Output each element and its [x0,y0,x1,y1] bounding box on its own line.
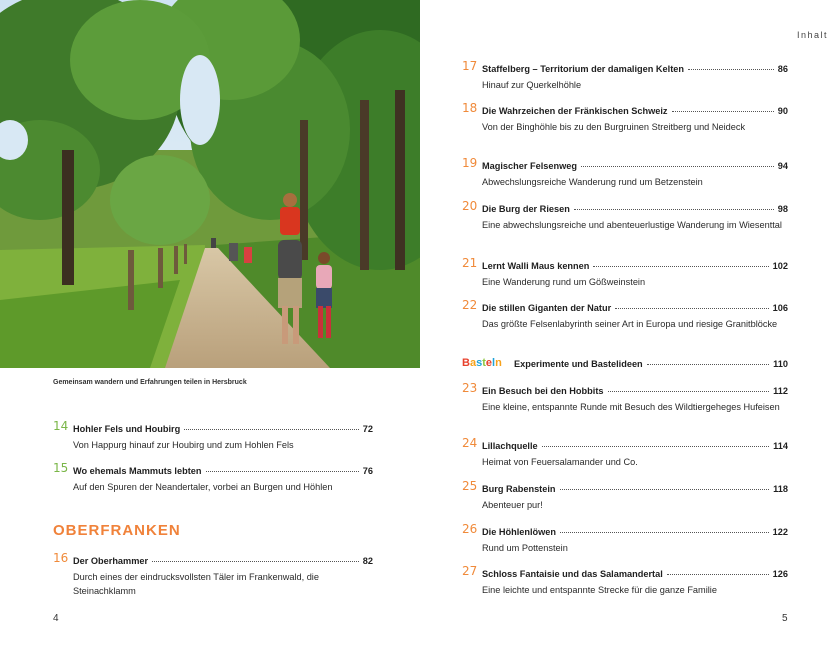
toc-number: 20 [462,199,478,213]
basteln-letter: l [492,357,496,369]
toc-subtitle: Eine leichte und entspannte Strecke für die ganze Familie [482,585,717,595]
toc-entry-25[interactable] [462,479,788,513]
toc-number: 19 [462,156,478,170]
toc-entry-23[interactable] [462,381,788,415]
toc-page: 94 [777,161,788,171]
toc-page: 110 [773,359,788,369]
dot-leader [647,364,770,365]
basteln-letter: a [469,357,477,369]
toc-title: Ein Besuch bei den Hobbits [482,386,604,396]
toc-page: 90 [777,106,788,116]
toc-page: 72 [362,424,373,434]
toc-subtitle: Von Happurg hinauf zur Houbirg und zum Hohlen Fels [73,440,294,450]
dot-leader [574,209,774,210]
toc-number: 27 [462,564,478,578]
basteln-letter: t [482,357,486,369]
toc-number: 22 [462,298,478,312]
toc-title: Burg Rabenstein [482,484,556,494]
toc-number: 21 [462,256,478,270]
running-header: Inhalt [796,30,828,40]
toc-page: 122 [772,527,788,537]
basteln-letter: s [476,357,483,369]
page-number-right: 5 [782,613,788,624]
toc-title: Die Höhlenlöwen [482,527,557,537]
toc-title: Die Burg der Riesen [482,204,570,214]
toc-number: 15 [53,461,69,475]
dot-leader [672,111,774,112]
dot-leader [184,429,359,430]
dot-leader [581,166,774,167]
toc-subtitle: Abwechslungsreiche Wanderung rund um Betzenstein [482,177,703,187]
toc-subtitle: Eine Wanderung rund um Gößweinstein [482,277,646,287]
toc-page: 82 [362,556,373,566]
toc-title: Die Wahrzeichen der Fränkischen Schweiz [482,106,668,116]
toc-subtitle: Eine abwechslungsreiche und abenteuerlustige Wanderung im Wiesenttal [482,220,782,230]
photo-caption: Gemeinsam wandern und Erfahrungen teilen in Hersbruck [53,379,247,386]
toc-subtitle: Auf den Spuren der Neandertaler, vorbei an Burgen und Höhlen [73,482,333,492]
toc-subtitle: Hinauf zur Querkelhöhle [482,80,582,90]
toc-subtitle: Rund um Pottenstein [482,543,568,553]
basteln-letter: n [495,357,502,369]
toc-page: 102 [772,261,788,271]
basteln-label [462,357,502,370]
toc-page: 106 [772,303,788,313]
toc-subtitle: Durch eines der eindrucksvollsten Täler im Frankenwald, die Steinachklamm [73,572,319,596]
toc-entry-14[interactable] [53,419,373,453]
toc-subtitle: Das größte Felsenlabyrinth seiner Art in Europa und riesige Granitblöcke [482,319,778,329]
toc-number: 16 [53,551,69,565]
dot-leader [608,391,770,392]
page-number-left: 4 [53,613,59,624]
dot-leader [560,489,770,490]
toc-page: 86 [777,64,788,74]
toc-page: 76 [362,466,373,476]
toc-number: 23 [462,381,478,395]
toc-page: 118 [773,484,788,494]
toc-number: 26 [462,522,478,536]
toc-entry-24[interactable] [462,436,788,470]
toc-subtitle: Von der Binghöhle bis zu den Burgruinen Streitberg und Neideck [482,122,746,132]
toc-subtitle: Abenteuer pur! [482,500,543,510]
toc-entry-basteln[interactable] [462,358,788,371]
toc-subtitle: Heimat von Feuersalamander und Co. [482,457,638,467]
toc-number: 18 [462,101,478,115]
dot-leader [593,266,768,267]
toc-entry-16[interactable] [53,551,373,598]
toc-page: 114 [773,441,788,451]
right-page [420,0,840,648]
dot-leader [667,574,769,575]
toc-entry-21[interactable] [462,256,788,290]
dot-leader [542,446,770,447]
dot-leader [615,308,768,309]
section-heading-oberfranken: OBERFRANKEN [53,522,181,539]
toc-page: 112 [773,386,788,396]
dot-leader [206,471,359,472]
basteln-letter: e [485,357,492,369]
dot-leader [688,69,774,70]
basteln-letter: B [462,357,470,369]
dot-leader [152,561,359,562]
toc-title: Schloss Fantaisie und das Salamandertal [482,569,663,579]
toc-number: 17 [462,59,478,73]
toc-entry-17[interactable] [462,59,788,93]
toc-entry-19[interactable] [462,156,788,190]
hiking-family-photo [0,0,420,368]
toc-title: Experimente und Bastelideen [514,359,643,369]
toc-entry-26[interactable] [462,522,788,556]
toc-title: Magischer Felsenweg [482,161,577,171]
toc-entry-22[interactable] [462,298,788,332]
toc-title: Staffelberg – Territorium der damaligen Kelten [482,64,684,74]
toc-number: 24 [462,436,478,450]
toc-page: 98 [777,204,788,214]
toc-entry-18[interactable] [462,101,788,135]
toc-title: Hohler Fels und Houbirg [73,424,181,434]
toc-subtitle: Eine kleine, entspannte Runde mit Besuch des Wildtiergeheges Hufeisen [482,402,780,412]
toc-page: 126 [772,569,788,579]
toc-title: Lillachquelle [482,441,538,451]
toc-number: 25 [462,479,478,493]
toc-entry-20[interactable] [462,199,788,233]
toc-title: Der Oberhammer [73,556,149,566]
toc-entry-15[interactable] [53,461,373,495]
toc-title: Lernt Walli Maus kennen [482,261,590,271]
toc-entry-27[interactable] [462,564,788,598]
toc-number: 14 [53,419,69,433]
toc-title: Die stillen Giganten der Natur [482,303,612,313]
toc-title: Wo ehemals Mammuts lebten [73,466,202,476]
dot-leader [560,532,769,533]
